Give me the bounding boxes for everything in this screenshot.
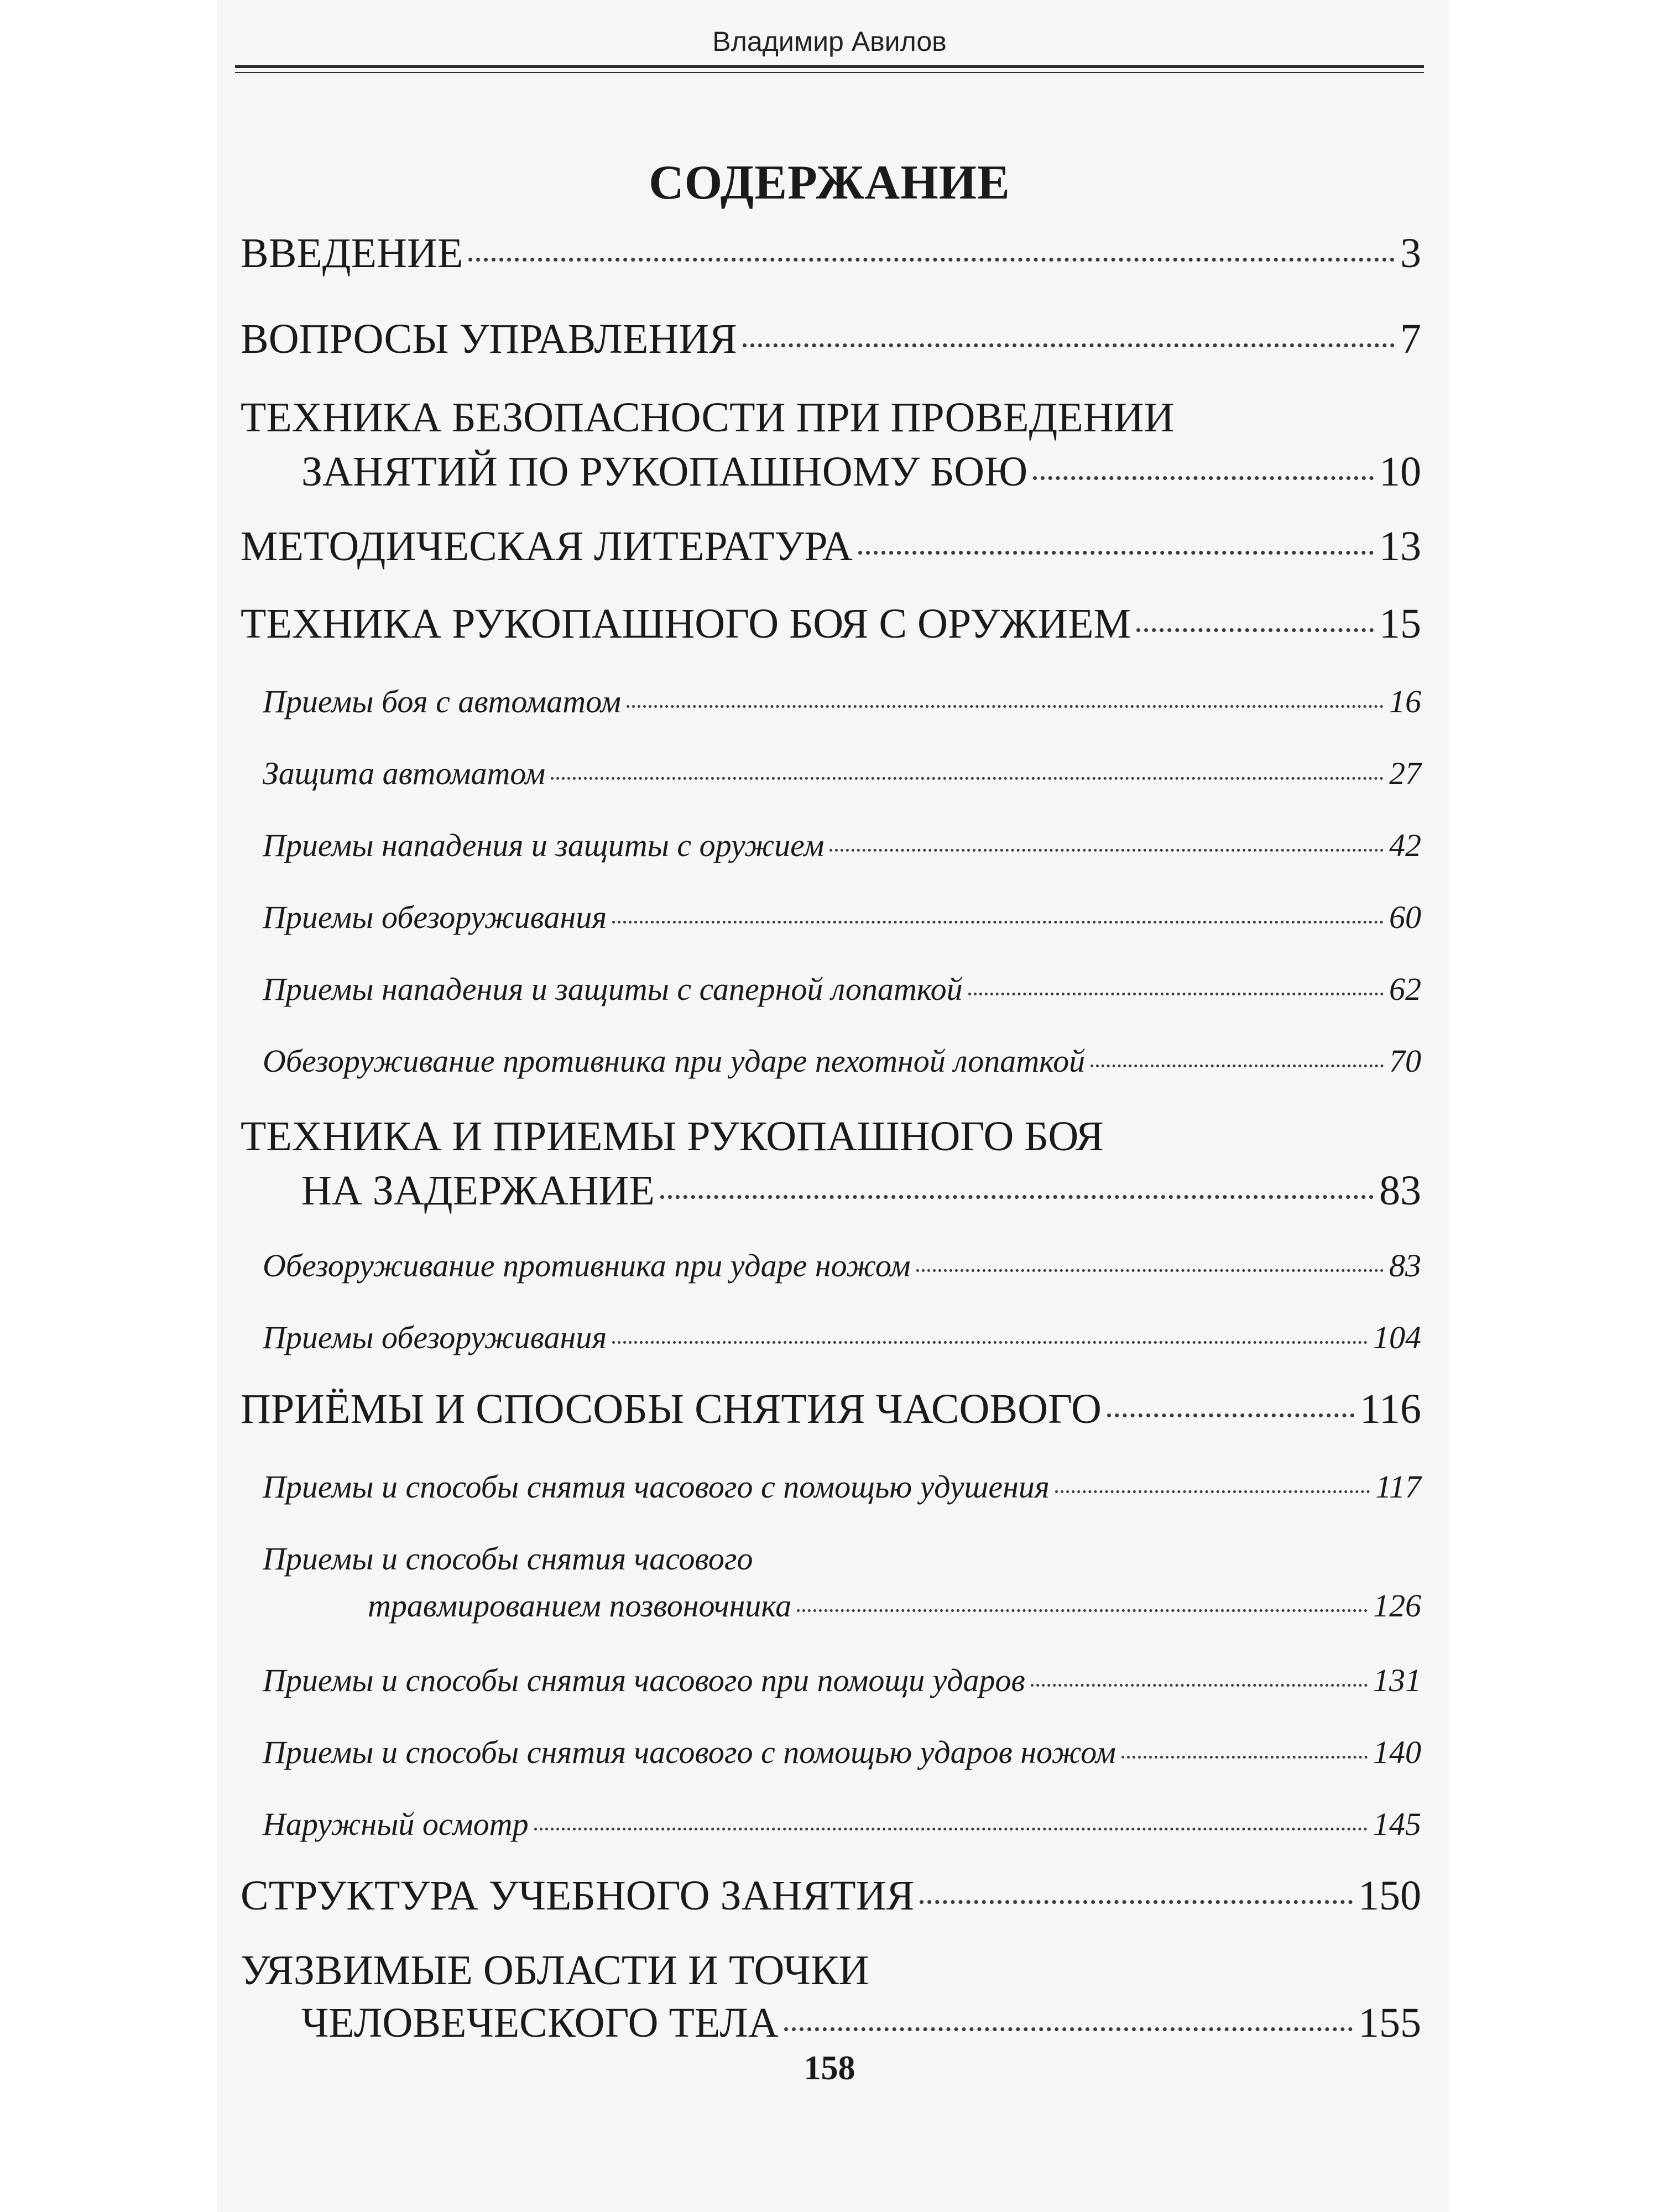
toc-subentry [263,1587,1421,1624]
toc-entry-management [241,315,1421,363]
toc-entry-vulnerable-line1: УЯЗВИМЫЕ ОБЛАСТИ И ТОЧКИ [241,1947,869,1994]
toc-entry-page: 83 [1389,1248,1421,1284]
toc-entry-title: ЗАНЯТИЙ ПО РУКОПАШНОМУ БОЮ [301,448,1028,495]
toc-subentry [263,1042,1421,1079]
toc-entry-title: МЕТОДИЧЕСКАЯ ЛИТЕРАТУРА [241,523,853,570]
toc-entry-page: 60 [1389,899,1421,935]
running-head: Владимир Авилов [712,26,947,57]
toc-subentry [263,1319,1421,1356]
toc-entry-title: Приемы нападения и защиты с саперной лопаткой [263,971,963,1007]
toc-leader-dots [468,258,1395,262]
toc-subentry [263,683,1421,720]
toc-entry-page: 131 [1373,1662,1421,1698]
toc-leader-dots [916,1269,1384,1272]
toc-entry-title: ВОПРОСЫ УПРАВЛЕНИЯ [241,316,737,362]
toc-leader-dots [1107,1413,1354,1417]
toc-entry-title: Наружный осмотр [263,1806,529,1842]
toc-entry-page: 155 [1358,2000,1421,2046]
toc-leader-dots [743,343,1395,347]
toc-entry-page: 116 [1359,1386,1421,1432]
toc-entry-page: 3 [1400,230,1421,276]
toc-entry-page: 42 [1389,827,1421,863]
toc-entry-title: Приемы и способы снятия часового при помощи ударов [263,1662,1025,1698]
toc-entry-title: НА ЗАДЕРЖАНИЕ [301,1167,655,1214]
toc-leader-dots [660,1195,1374,1199]
toc-subentry [263,899,1421,936]
toc-entry-title: Приемы и способы снятия часового с помощью удушения [263,1469,1050,1505]
page-number: 158 [804,2049,855,2087]
toc-entry-page: 150 [1358,1872,1421,1919]
toc-subentry [263,1468,1421,1505]
toc-entry-safety [241,448,1421,496]
toc-entry-literature [241,523,1421,571]
toc-entry-title: Обезоруживание противника при ударе пехотной лопаткой [263,1043,1086,1079]
toc-entry-detention [241,1167,1421,1215]
toc-subentry-line1: Приемы и способы снятия часового [263,1541,753,1577]
toc-entry-vulnerable [241,1999,1421,2047]
toc-entry-title: Защита автоматом [263,755,546,791]
toc-leader-dots [797,1609,1368,1612]
toc-leader-dots [534,1828,1368,1830]
toc-entry-title: ЧЕЛОВЕЧЕСКОГО ТЕЛА [301,2000,779,2046]
toc-entry-page: 10 [1379,448,1421,495]
toc-entry-sentry [241,1385,1421,1433]
toc-entry-page: 126 [1373,1588,1421,1624]
toc-subentry [263,1662,1421,1699]
toc-subentry [263,1806,1421,1843]
toc-subentry [263,1247,1421,1284]
toc-title: СОДЕРЖАНИЕ [649,156,1010,210]
toc-entry-title: ТЕХНИКА РУКОПАШНОГО БОЯ С ОРУЖИЕМ [241,601,1131,647]
toc-entry-safety-line1: ТЕХНИКА БЕЗОПАСНОСТИ ПРИ ПРОВЕДЕНИИ [241,394,1175,441]
toc-leader-dots [612,921,1384,924]
toc-entry-title: травмированием позвоночника [368,1588,792,1624]
toc-entry-page: 117 [1375,1469,1421,1505]
toc-subentry [263,755,1421,792]
toc-entry-title: Приемы боя с автоматом [263,684,621,719]
toc-entry-title: СТРУКТУРА УЧЕБНОГО ЗАНЯТИЯ [241,1872,915,1919]
toc-entry-page: 7 [1400,316,1421,362]
toc-entry-title: ВВЕДЕНИЕ [241,230,463,276]
toc-leader-dots [920,1900,1353,1904]
toc-subentry [263,971,1421,1008]
toc-entry-page: 27 [1389,755,1421,791]
toc-entry-page: 62 [1389,971,1421,1007]
toc-entry-weapon-technique [241,600,1421,648]
header-rule [235,65,1424,68]
toc-entry-page: 140 [1373,1734,1421,1770]
toc-entry-title: Обезоруживание противника при ударе ножом [263,1248,911,1284]
toc-entry-title: Приемы и способы снятия часового с помощью ударов ножом [263,1734,1116,1770]
toc-entry-title: ПРИЁМЫ И СПОСОБЫ СНЯТИЯ ЧАСОВОГО [241,1386,1102,1432]
toc-leader-dots [1055,1490,1370,1493]
toc-entry-introduction [241,229,1421,278]
toc-subentry [263,827,1421,864]
toc-entry-lesson-structure [241,1872,1421,1920]
toc-entry-page: 104 [1373,1319,1421,1355]
toc-entry-page: 70 [1389,1043,1421,1079]
toc-leader-dots [612,1341,1368,1344]
toc-entry-page: 83 [1379,1167,1421,1214]
toc-leader-dots [627,705,1384,708]
header-rule-thin [235,72,1424,73]
toc-leader-dots [968,993,1384,995]
toc-leader-dots [551,777,1384,780]
toc-leader-dots [1031,1684,1368,1687]
toc-leader-dots [1136,628,1374,632]
toc-leader-dots [784,2027,1353,2031]
toc-leader-dots [1121,1756,1368,1759]
toc-entry-page: 145 [1373,1806,1421,1842]
toc-leader-dots [1091,1065,1384,1067]
toc-leader-dots [830,849,1384,852]
toc-leader-dots [1033,476,1374,480]
toc-entry-title: Приемы обезоруживания [263,1319,607,1355]
toc-entry-title: Приемы обезоруживания [263,899,607,935]
toc-subentry [263,1734,1421,1771]
toc-entry-page: 16 [1389,684,1421,719]
toc-entry-page: 15 [1379,601,1421,647]
toc-entry-page: 13 [1379,523,1421,570]
toc-entry-title: Приемы нападения и защиты с оружием [263,827,825,863]
toc-entry-detention-line1: ТЕХНИКА И ПРИЕМЫ РУКОПАШНОГО БОЯ [241,1113,1104,1160]
toc-leader-dots [858,551,1374,555]
